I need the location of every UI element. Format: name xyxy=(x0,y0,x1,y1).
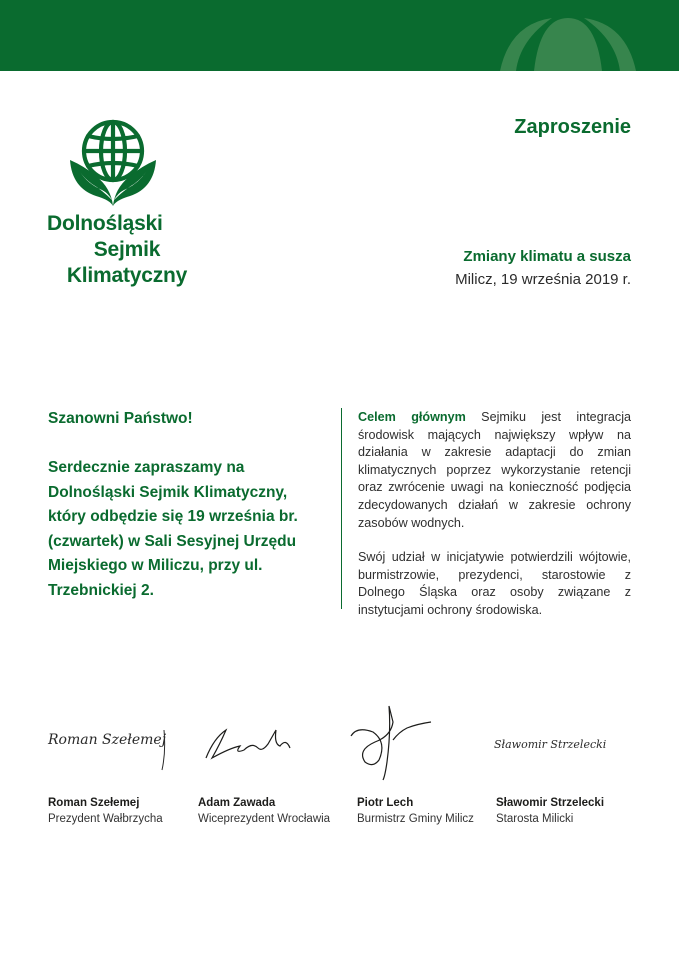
signatory-name: Sławomir Strzelecki xyxy=(496,797,605,809)
invitation-text: Serdecznie zapraszamy na Dolnośląski Sejmik Klimatyczny, który odbędzie się 19 września br. (czwartek) w Sali Sesyjnej Urzędu Miejskiego w Miliczu, przy ul. Trzebnickiej 2. xyxy=(48,459,298,599)
logo-line: Dolnośląski xyxy=(47,212,163,235)
signatory-name: Roman Szełemej xyxy=(48,797,140,809)
greeting: Szanowni Państwo! xyxy=(48,410,193,427)
signature-image xyxy=(494,728,644,762)
signature-text: Roman Szełemej xyxy=(48,732,167,748)
signature-image xyxy=(46,722,176,776)
signatory-role: Wiceprezydent Wrocławia xyxy=(198,813,331,825)
signature-text: Sławomir Strzelecki xyxy=(494,738,607,751)
paragraph-lead: Celem głównym xyxy=(358,410,466,424)
signature-image xyxy=(347,702,442,782)
signatory-name: Adam Zawada xyxy=(198,797,276,809)
event-subject: Zmiany klimatu a susza xyxy=(463,248,631,265)
signatory-name: Piotr Lech xyxy=(357,797,414,809)
signatory xyxy=(496,797,636,825)
column-divider xyxy=(341,408,342,609)
event-place-date: Milicz, 19 września 2019 r. xyxy=(455,271,631,288)
paragraph-rest: Sejmiku jest integracja środowisk mających największy wpływ na działania w zakresie adaptacji do zmian klimatycznych poprzez wykorzystanie retencji oraz zwrócenie uwagi na konieczność podjęcia zdecydowanych działań w zakresie ochrony zasobów wodnych. xyxy=(358,410,631,530)
body-text xyxy=(358,409,631,620)
signatory-role: Prezydent Wałbrzycha xyxy=(48,813,163,825)
decorative-arcs-icon xyxy=(0,0,679,71)
signatory xyxy=(357,797,497,825)
logo-line: Klimatyczny xyxy=(66,264,188,287)
logo-line: Sejmik xyxy=(93,238,161,261)
signatory xyxy=(48,797,188,825)
header-band xyxy=(0,0,679,71)
signatory xyxy=(198,797,338,825)
paragraph-goal xyxy=(358,409,631,532)
paragraph-participants: Swój udział w inicjatywie potwierdzili wójtowie, burmistrzowie, prezydenci, starostowie z Dolnego Śląska oraz osoby związane z instytucjami ochrony środowiska. xyxy=(358,550,631,617)
logo-wordmark xyxy=(47,211,207,289)
document-title: Zaproszenie xyxy=(514,116,631,138)
signatory-role: Starosta Milicki xyxy=(496,813,574,825)
signature-image xyxy=(200,718,295,766)
globe-with-leaves-icon xyxy=(66,118,160,208)
signatory-role: Burmistrz Gminy Milicz xyxy=(357,813,474,825)
